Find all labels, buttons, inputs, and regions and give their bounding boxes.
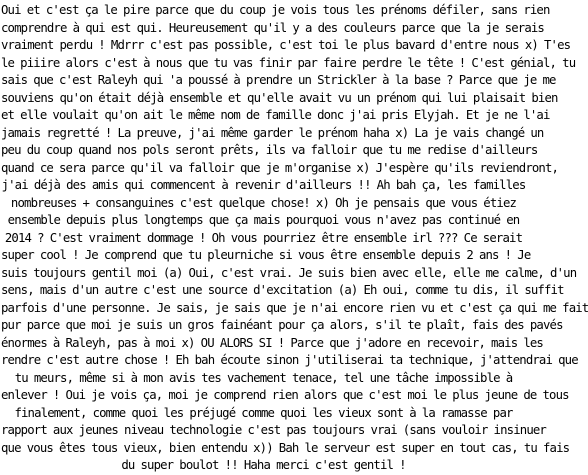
text-line: enlever ! Oui je vois ça, moi je comprend rien alors que c'est moi le plus jeune de tous bbox=[1, 388, 569, 402]
text-line: ensemble depuis plus longtemps que ça mais pourquoi vous n'avez pas continué en bbox=[7, 213, 520, 227]
text-line: j'ai déjà des amis qui commencent à revenir d'ailleurs !! Ah bah ça, les familles bbox=[1, 178, 526, 192]
text-line: 2014 ? C'est vraiment dommage ! Oh vous pourriez être ensemble irl ??? Ce serait bbox=[4, 230, 523, 245]
text-line: pur parce que moi je suis un gros fainéant pour ça alors, s'il te plaît, fais des pavés bbox=[1, 318, 563, 332]
text-line: nombreuses + consanguines c'est quelque chose! x) Oh je pensais que vous étiez bbox=[10, 195, 517, 210]
text-line: souviens qu'on était déjà ensemble et qu'elle avait vu un prénom qui lui plaisait bien bbox=[1, 90, 558, 105]
text-line: suis toujours gentil moi (a) Oui, c'est vrai. Je suis bien avec elle, elle me calme, d'un bbox=[1, 265, 577, 280]
text-line: jamais regretté ! La preuve, j'ai même garder le prénom haha x) La je vais changé un bbox=[1, 125, 544, 140]
message-text bbox=[1, 2, 588, 475]
text-line: vraiment perdu ! Mdrrr c'est pas possible, c'est toi le plus bavard d'entre nous x) T'es bbox=[1, 38, 571, 52]
text-line: rendre c'est autre chose ! Eh bah écoute sinon j'utiliserai ta technique, j'attendrai que bbox=[1, 353, 578, 367]
text-line: quand ce sera parce qu'il va falloir que je m'organise x) J'espère qu'ils reviendront, bbox=[1, 160, 559, 175]
text-line: et elle voulait qu'on ait le même nom de famille donc j'ai pris Elyjah. Et je ne l'ai bbox=[1, 108, 550, 122]
text-line: rapport aux jeunes niveau technologie c'est pas toujours vrai (sans vouloir insinuer bbox=[1, 423, 546, 437]
text-line: du super boulot !! Haha merci c'est gentil ! bbox=[121, 458, 406, 472]
text-line: parfois d'une personne. Je sais, je sais que je n'ai encore rien vu et c'est ça qui me fait bbox=[1, 300, 588, 315]
text-line: comprendre à qui est qui. Heureusement qu'il y a des couleurs parce que la je serais bbox=[1, 20, 544, 35]
text-line: Oui et c'est ça le pire parce que du coup je vois tous les prénoms défiler, sans rien bbox=[1, 3, 550, 17]
text-line: que vous êtes tous vieux, bien entendu x)) Bah le serveur est super en tout cas, tu fais bbox=[1, 440, 570, 455]
text-line: sais que c'est Raleyh qui 'a poussé à prendre un Strickler à la base ? Parce que je me bbox=[1, 73, 556, 87]
text-line: sens, mais d'un autre c'est une source d'excitation (a) Eh oui, comme tu dis, il suffit bbox=[1, 283, 564, 297]
text-line: tu meurs, même si à mon avis tes vachement tenace, tel une tâche impossible à bbox=[14, 370, 513, 385]
text-line: énormes à Raleyh, pas à moi x) OU ALORS SI ! Parce que j'adore en recevoir, mais les bbox=[1, 335, 543, 350]
text-line: peu du coup quand nos pols seront prêts, ils va falloir que tu me redise d'ailleurs bbox=[1, 143, 538, 157]
text-line: super cool ! Je comprend que tu pleurniche si vous être ensemble depuis 2 ans ! Je bbox=[1, 248, 531, 262]
text-line: finalement, comme quoi les préjugé comme quoi les vieux sont à la ramasse par bbox=[14, 405, 513, 420]
text-line: le piiire alors c'est à nous que tu vas finir par faire perdre le tête ! C'est génial, tu bbox=[1, 55, 576, 70]
